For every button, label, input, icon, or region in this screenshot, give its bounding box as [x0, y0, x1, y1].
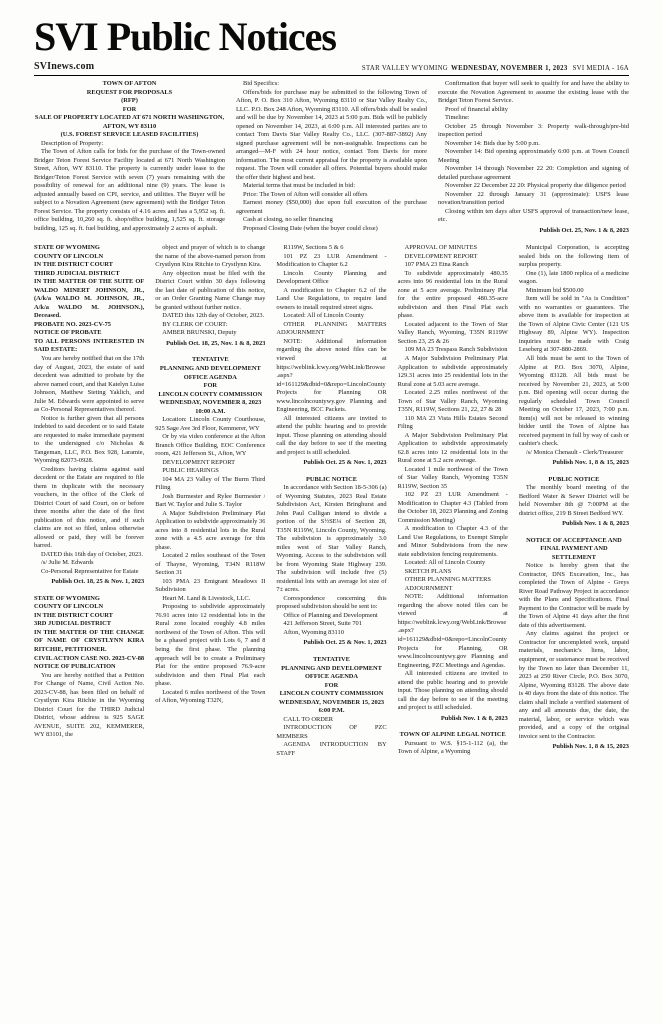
notice-paragraph: OTHER PLANNING MATTERS — [404, 576, 491, 584]
notice-paragraph: Timeline: — [445, 114, 470, 122]
notice-paragraph: 110 MA 23 Vista Hills Estates Second Filing — [397, 414, 508, 431]
notice-paragraph: PUBLIC HEARINGS — [162, 467, 219, 475]
notice-paragraph: APPROVAL OF MINUTES — [404, 244, 478, 252]
notices-column-4 — [398, 244, 508, 956]
notice-paragraph: All interested citizens are invited to attend the public hearing and to provide input. Those planning on attending should call the day before to see if the meeting and project is still scheduled. — [397, 670, 508, 712]
notice-paragraph: All bids must be sent to the Town of Alpine at P.O. Box 3070, Alpine, Wyoming 83128. All bids must be received by November 21, 2023, at 5:00 p.m. Bid opening will occur during the regularly scheduled Town Council Meeting on October 17, 2023, 7:00 p.m. Item(s) will not be released to winning bidder until the Town of Alpine has received payment in full by way of cash or cashier's check. — [518, 354, 630, 448]
notice-paragraph: Description of Property: — [41, 139, 104, 147]
notice-title: PLANNING AND DEVELOPMENT OFFICE AGENDA — [281, 664, 382, 681]
notice-paragraph: Located 2 miles southeast of the Town of Thayne, Wyoming, T34N R118W Section 31 — [155, 552, 266, 577]
notice-caption: THIRD JUDICIAL DISTRICT — [34, 269, 120, 277]
notice-title: FOR — [203, 382, 218, 390]
notice-title: FOR — [324, 681, 339, 689]
rfp-notice-section — [34, 80, 629, 235]
notice-title: NOTICE OF ACCEPTANCE AND FINAL PAYMENT AND SETTLEMENT — [526, 536, 622, 561]
notice-caption: 3RD JUDICIAL DISTRICT — [34, 620, 112, 628]
notice-title: PUBLIC NOTICE — [306, 475, 357, 483]
notice-paragraph: Office of Planning and Development — [283, 611, 378, 619]
notice-paragraph: Located 2.25 miles northwest of the Town of Star Valley Ranch, Wyoming T35N, R119W, Sections 21, 22, 27 & 28 — [397, 389, 508, 414]
notice-paragraph: In accordance with Section 18-5-306 (a) of Wyoming Statutes, 2023 Real Estate Subdivision Act, Kirsten Bringhurst and John Paul Culligan intend to divide a portion of the S½SE¼ of Section 28, T35N R119W, Lincoln County, Wyoming. The subdivision is approximately 3.0 miles west of Star Valley Ranch, Wyoming. Access to the subdivision will be from Wyoming State Highway 239. The subdivision will include five (5) residential lots with an average lot size of 7± acres. — [276, 484, 387, 594]
notice-paragraph: AMBER BRUNSKI, Deputy — [162, 329, 237, 337]
notice-paragraph: A modification to Chapter 4.3 of the Land Use Regulations, to Exempt Simple and Minor Subdivisions from the new state subdivision fencing requirements. — [397, 525, 508, 558]
dateline-location: STAR VALLEY WYOMING — [361, 65, 449, 72]
notice-paragraph: Located: All of Lincoln County — [404, 559, 486, 567]
publish-line: Publish Oct. 25 & Nov. 1, 2023 — [303, 639, 387, 647]
notice-paragraph: You are hereby notified that on the 17th day of August, 2023, the estate of said decedent was admitted to probate by the above named court, and that Katelyn Luise Johnson, Matthew Sieting Yaklich, and Julie M. Edwards were appointed to serve as Co-Personal Representatives thereof. — [34, 354, 145, 414]
notice-paragraph: A modification to Chapter 6.2 of the Land Use Regulations, to require land owners to install required street signs. — [276, 286, 387, 311]
notice-paragraph: Price: The Town of Afton will consider all offers — [243, 190, 368, 198]
publish-line: Publish Nov. 1 & 8, 2023 — [440, 714, 508, 722]
notice-title: WEDNESDAY, NOVEMBER 15, 2023 — [278, 698, 385, 706]
notice-title: PLANNING AND DEVELOPMENT OFFICE AGENDA — [159, 364, 261, 381]
notice-title: TENTATIVE — [313, 656, 350, 663]
notice-caption: IN THE DISTRICT COURT — [34, 611, 113, 619]
notice-paragraph: The Town of Afton calls for bids for the purchase of the Town-owned Bridger Teton Forest Service Facility located at 671 North Washington Street, Afton, WY 83110. The property is currently under lease to the Bridger/Teton Forest Service with seven (7) years remaining with the possibility of renewal for an additional nine (9) years. The lease is adjusted annually based on CPI, service, and utilities. The Buyer will be subject to a Novation Agreement (new agreement) with the Bridger Teton Forest Service. The property consists of 4.16 acres and has a 5,952 sq. ft. office building, 10,260 sq. ft. shop/office building, 1,525 sq. ft. storage building, 125 sq. ft. fuel building, and approximately 2 acres of asphalt. — [34, 148, 225, 232]
notice-title: REQUEST FOR PROPOSALS — [86, 88, 173, 96]
notice-caption: STATE OF WYOMING — [34, 594, 100, 602]
dateline-edition: SVI MEDIA - 16A — [572, 65, 629, 72]
notice-paragraph: object and prayer of which is to change the name of the above-named person from Crystlynn Kira Ritchie to Crystlynn Kira. — [155, 244, 266, 269]
notice-caption: NOTICE OF PUBLICATION — [34, 663, 116, 671]
publish-line: Publish Nov. 1 & 8, 2023 — [562, 520, 630, 528]
notice-caption: COUNTY OF LINCOLN — [34, 603, 104, 611]
notices-column-3 — [276, 244, 386, 956]
notice-paragraph: All interested citizens are invited to attend the public hearing and to provide input. Those planning on attending should call the day before to see if the meeting and project is still scheduled. — [276, 414, 387, 456]
notice-paragraph: Cash at closing, no seller financing — [243, 216, 333, 224]
notice-paragraph: BY CLERK OF COURT: — [162, 320, 228, 328]
notice-paragraph: OTHER PLANNING MATTERS ADJOURNMENT — [276, 320, 387, 337]
notice-paragraph: DATED this 12th day of October, 2023. — [162, 312, 265, 320]
notice-paragraph: /s/ Julie M. Edwards — [41, 559, 94, 567]
notice-paragraph: Material terms that must be included in bid: — [243, 182, 355, 190]
rfp-column-2 — [236, 80, 427, 235]
notice-caption: STATE OF WYOMING — [34, 244, 100, 252]
notice-paragraph: Proposed Closing Date (when the buyer could close) — [243, 224, 378, 232]
notice-caption: COUNTY OF LINCOLN — [34, 252, 104, 260]
notice-caption: NOTICE OF PROBATE — [34, 329, 102, 337]
notice-paragraph: Offers/bids for purchase may be submitted to the following Town of Afton, P. O. Box 310 Afton, Wyoming 83110 or Star Valley Realty Co., LLC. P.O. Box 248 Afton, Wyoming 83110. All offers/bids shall be sealed and will be due by November 14, 2023 at 5:00 p.m. Bids will be publicly opened on November 14, 2023, at 6:00 p.m. All interested parties are to contact Tom Davis Star Valley Realty Co., LLC. (307-887-3892) Any signed purchase agreement will be non-assignable. Inspections can be arranged—M-F with 24 hour notice, contact Tom Davis for more information. The most current appraisal for the property is available upon request. The Town will consider all offers. Potential buyers should make the offer their highest and best. — [236, 88, 427, 181]
notice-caption: IN THE MATTER OF THE CHANGE OF NAME OF CRYSTLYNN KIRA RITCHIE, PETITIONER. — [34, 628, 145, 653]
notice-paragraph: 104 MA 23 Valley of The Burm Third Filing — [155, 475, 266, 492]
dateline — [362, 65, 629, 72]
notice-paragraph: One (1), late 1800 replica of a medicine wagon. — [518, 269, 630, 286]
notice-paragraph: The monthly board meeting of the Bedford Water & Sewer District will be held November 8th @ 7:00PM at the district office, 219 B Street Bedford WY. — [518, 484, 630, 517]
notice-title: TOWN OF AFTON — [102, 80, 157, 87]
notice-paragraph: Correspondence concerning this proposed subdivision should be sent to: — [276, 594, 387, 611]
notice-caption: PROBATE NO. 2023-CV-75 — [34, 320, 111, 328]
notice-paragraph: You are hereby notified that a Petition For Change of Name, Civil Action No. 2023-CV-88, has been filed on behalf of Crystlynn Kira Ritchie in the Wyoming District Court for the THIRD Judicial District, whose address is 925 SAGE AVENUE, SUITE 202, KEMMERER, WY 83101, the — [34, 671, 145, 739]
notice-title: SALE OF PROPERTY LOCATED AT 671 NORTH WASHINGTON, AFTON, WY 83110 — [34, 114, 225, 130]
notice-paragraph: NOTE: Additional information regarding the above noted files can be viewed at https://weblink.lcwy.org/WebLink/Browse.aspx?id=161129&dbid=0&repo=LincolnCounty Projects for Planning OR www.lincolncountywy.gov Planning and Engineering, BCC Packets. — [276, 337, 387, 414]
notice-paragraph: Located adjacent to the Town of Star Valley Ranch, Wyoming, T35N R119W Section 23, 25 & 26 — [397, 320, 508, 345]
dateline-date: WEDNESDAY, NOVEMBER 1, 2023 — [451, 65, 568, 72]
notice-paragraph: Notice is hereby given that the Contractor, DNS Excavation, Inc., has completed the Town of Alpine - Greys River Road Pathway Project in accordance with the Plans and Specifications. Final Payment to the Contractor will be made by the Town of Alpine 41 days after the first date of this advertisement. — [518, 562, 630, 629]
notice-paragraph: To subdivide approximately 480.35 acres into 96 residential lots in the Rural zone at 5 acre average. Preliminary Plat for the entire proposed 480.35-acre subdivision and then Final Plat each phase. — [397, 269, 508, 320]
legal-notices-section — [34, 244, 629, 956]
publish-line: Publish Oct. 25 & Nov. 1, 2023 — [303, 459, 387, 467]
publish-line: Publish Nov. 1, 8 & 15, 2023 — [552, 459, 630, 467]
notice-paragraph: Confirmation that buyer will seek to qualify for and have the ability to execute the Novation Agreement to assume the existing lease with the Bridget Teton Forest Service. — [438, 80, 629, 105]
notice-paragraph: Or by via video conference at the Afton Branch Office Building, EOC Conference room, 421 Jefferson St., Afton, WY — [155, 433, 266, 458]
notice-paragraph: Creditors having claims against said decedent or the Estate are required to file them in duplicate with the necessary vouchers, in the office of the Clerk of District Court of said Court, on or before three months after the date of the first publication of this notice, and if such claims are not so filed, unless otherwise allowed or paid, they will be forever barred. — [34, 465, 145, 550]
notice-paragraph: Proof of financial ability — [445, 105, 509, 113]
website-text: SVInews.com — [34, 61, 95, 72]
notice-paragraph: Pursuant to W.S. §15-1-112 (a), the Town of Alpine, a Wyoming — [397, 739, 508, 756]
notice-caption: IN THE MATTER OF THE SUITE OF WALDO MINERT JOHNSON, JR., (A/k/a WALDO M. JOHNSON, JR., A/k/a WALDO M. JOHNSON.), Deceased. — [34, 278, 145, 320]
notice-paragraph: Municipal Corporation, is accepting sealed bids on the following item of surplus property. — [518, 244, 630, 269]
notice-paragraph: Proposing to subdivide approximately 76.91 acres into 12 residential lots in the Rural zone located roughly 4.8 miles northwest of the Town of Afton. This will be a phased project with Lots 6, 7 and 8 being the first phase. The planning approach will be to create a Preliminary Plat for the entire proposed 76.9-acre subdivision and then Final Plat each phase. — [155, 603, 266, 688]
rfp-column-1 — [34, 80, 225, 235]
masthead-dateline-row — [34, 58, 629, 76]
notice-paragraph: CALL TO ORDER — [283, 715, 333, 723]
notice-caption: IN THE DISTRICT COURT — [34, 261, 113, 269]
notice-paragraph: Lincoln County Planning and Development Office — [276, 269, 387, 286]
notice-title: WEDNESDAY, NOVEMBER 8, 2023 — [159, 399, 262, 407]
publish-line: Publish Oct. 25, Nov. 1 & 8, 2023 — [539, 226, 629, 234]
notice-paragraph: November 22 through January 31 (approximate): USFS lease novation/transition period — [438, 190, 629, 207]
notice-title: LINCOLN COUNTY COMMISSION — [158, 390, 263, 398]
notice-paragraph: INTRODUCTION OF PZC MEMBERS — [276, 724, 387, 740]
notice-paragraph: DEVELOPMENT REPORT — [404, 252, 478, 260]
notice-paragraph: Bid Specifics: — [243, 80, 280, 87]
notice-paragraph: A Major Subdivision Preliminary Plat Application to subdivide approximately 129.31 acres into 25 residential lots in the Rural zone at 5.03 acre average. — [397, 354, 508, 388]
publish-line: Publish Oct. 18, 25 & Nov. 1, 2023 — [51, 578, 145, 586]
notice-paragraph: Earnest money ($50,000) due upon full execution of the purchase agreement — [236, 199, 427, 215]
notice-paragraph: DEVELOPMENT REPORT — [162, 458, 236, 466]
notice-paragraph: AGENDA INTRODUCTION BY STAFF — [276, 741, 387, 757]
notice-paragraph: ADJOURNMENT — [404, 584, 453, 592]
notice-paragraph: November 14: Bid opening approximately 6:00 p.m. at Town Council Meeting — [438, 148, 629, 164]
notice-paragraph: Notice is further given that all persons indebted to said decedent or to said Estate are requested to make immediate payment to the undersigned c/o Nicholas & Tangeman, LLC, P.O. Box 928, Laramie, Wyoming 82073-0928. — [34, 414, 145, 465]
notice-paragraph: Josh Burmester and Rylee Burmester / Bart W. Taylor and Julie S. Taylor — [155, 492, 266, 509]
notice-title: 10:00 A.M. — [195, 407, 226, 415]
notice-paragraph: November 14 through November 22 20: Completion and signing of detailed purchase agreement — [438, 165, 629, 181]
notice-paragraph: 101 PZ 23 LUR Amendment - Modification to Chapter 6.2 — [276, 252, 387, 269]
notice-paragraph: Located 6 miles northwest of the Town of Afton, Wyoming T32N, — [155, 688, 266, 705]
rfp-column-3 — [438, 80, 629, 235]
notice-paragraph: Closing within ten days after USFS approval of transaction/new lease, etc. — [438, 207, 629, 224]
publication-title: SVI Public Notices — [34, 14, 336, 59]
notice-paragraph: Item will be sold in "As is Condition" with no warranties or guarantees. The above item is available for inspection at the Town of Alpine Civic Center (121 US Highway 89, Alpine WY). Inspection inquiries must be made with Craig Leseberg at 307-880-2869. — [518, 295, 630, 354]
notice-paragraph: November 22 December 22 20: Physical property due diligence period — [445, 182, 626, 190]
notice-title: TENTATIVE — [191, 356, 229, 364]
notices-column-5 — [519, 244, 629, 956]
notice-paragraph: SKETCH PLANS — [404, 567, 452, 575]
notice-paragraph: DATED this 16th day of October, 2023. — [41, 550, 143, 558]
notice-title: FOR — [122, 105, 137, 113]
notice-caption: TO ALL PERSONS INTERESTED IN SAID ESTATE: — [34, 337, 145, 354]
notice-title: TOWN OF ALPINE LEGAL NOTICE — [399, 731, 506, 739]
notice-paragraph: Located: All of Lincoln County — [283, 312, 364, 320]
publish-line: Publish Nov. 1, 8 & 15, 2023 — [552, 743, 630, 751]
notice-paragraph: Located 1 mile northwest of the Town of Star Valley Ranch, Wyoming T35N R119W, Section 35 — [397, 465, 508, 490]
notice-paragraph: 102 PZ 23 LUR Amendment - Modification to Chapter 4.3 (Tabled from the October 18, 2023 Planning and Zoning Commission Meeting) — [397, 491, 508, 524]
notice-title: (U.S. FOREST SERVICE LEASED FACILITIES) — [60, 131, 199, 139]
notice-paragraph: R119W, Sections 5 & 6 — [283, 244, 344, 252]
notice-caption: CIVIL ACTION CASE NO. 2023-CV-88 — [34, 654, 145, 662]
notice-title: (RFP) — [121, 97, 138, 105]
notice-paragraph: Co-Personal Representative for Estate — [41, 567, 139, 575]
notice-paragraph: Any objection must be filed with the District Court within 30 days following the last date of publication of this notice, or an Order Granting Name Change may be granted without further notice. — [155, 269, 266, 311]
notice-title: PUBLIC NOTICE — [548, 475, 600, 483]
notice-paragraph: Location: Lincoln County Courthouse, 925 Sage Ave 3rd Floor, Kemmerer, WY — [155, 416, 266, 432]
notice-title: LINCOLN COUNTY COMMISSION — [279, 690, 384, 698]
notice-paragraph: November 14: Bids due by 5:00 p.m. — [445, 139, 540, 147]
notice-paragraph: 109 MA 23 Trespass Ranch Subdivision — [404, 346, 508, 354]
masthead — [34, 8, 629, 76]
notice-paragraph: Any claims against the project or Contractor for uncompleted work, unpaid materials, mechanic's liens, labor, equipment, or sustenance must be received by the Town no later than December 11, 2023 at 250 River Circle, P.O. Box 3070, Alpine, Wyoming 83128. The above date is 40 days from the date of this notice. The claim shall include a verified statement of any and all amounts due, the date, the material, labor, or service which was provided, and a copy of the original invoice sent to the Contractor. — [518, 630, 630, 740]
notice-paragraph: /s/ Monica Chenault - Clerk/Treasurer — [525, 448, 624, 456]
notice-paragraph: NOTE: Additional information regarding the above noted files can be viewed at https://weblink.lcwy.org/WebLink/Browse.aspx?id=161129&dbid=0&repo=LincolnCounty Projects for Planning, OR www.lincolncountywy.gov Planning and Engineering, PZC Meetings and Agendas. — [397, 593, 508, 669]
notice-paragraph: 421 Jefferson Street, Suite 701 — [283, 620, 362, 628]
publish-line: Publish Oct. 18, 25, Nov. 1 & 8, 2023 — [166, 339, 266, 347]
notice-paragraph: October 25 through November 3: Property walk-through/pre-bid inspection period — [438, 122, 629, 139]
notices-column-2 — [155, 244, 265, 956]
notice-title: 6:00 P.M. — [318, 707, 345, 715]
notice-paragraph: Afton, Wyoming 83110 — [283, 628, 344, 636]
notice-paragraph: Heart M. Land & Livestock, LLC. — [162, 594, 251, 602]
notice-paragraph: Minimum bid $500.00 — [525, 286, 584, 294]
notice-paragraph: A Major Subdivision Preliminary Plat Application to subdivide approximately 36 acres into 8 residential lots in the Rural zone with a 4.5 acre average for this phase. — [155, 509, 266, 551]
notice-paragraph: 107 PMA 23 Etna Ranch — [404, 261, 469, 269]
notice-paragraph: A Major Subdivision Preliminary Plat Application to subdivide approximately 62.8 acres into 12 residential lots in the Rural zone at 5.2 acre average. — [397, 431, 508, 465]
notices-column-1 — [34, 244, 144, 956]
notice-paragraph: 103 PMA 23 Emigrant Meadows II Subdivision — [155, 577, 266, 594]
